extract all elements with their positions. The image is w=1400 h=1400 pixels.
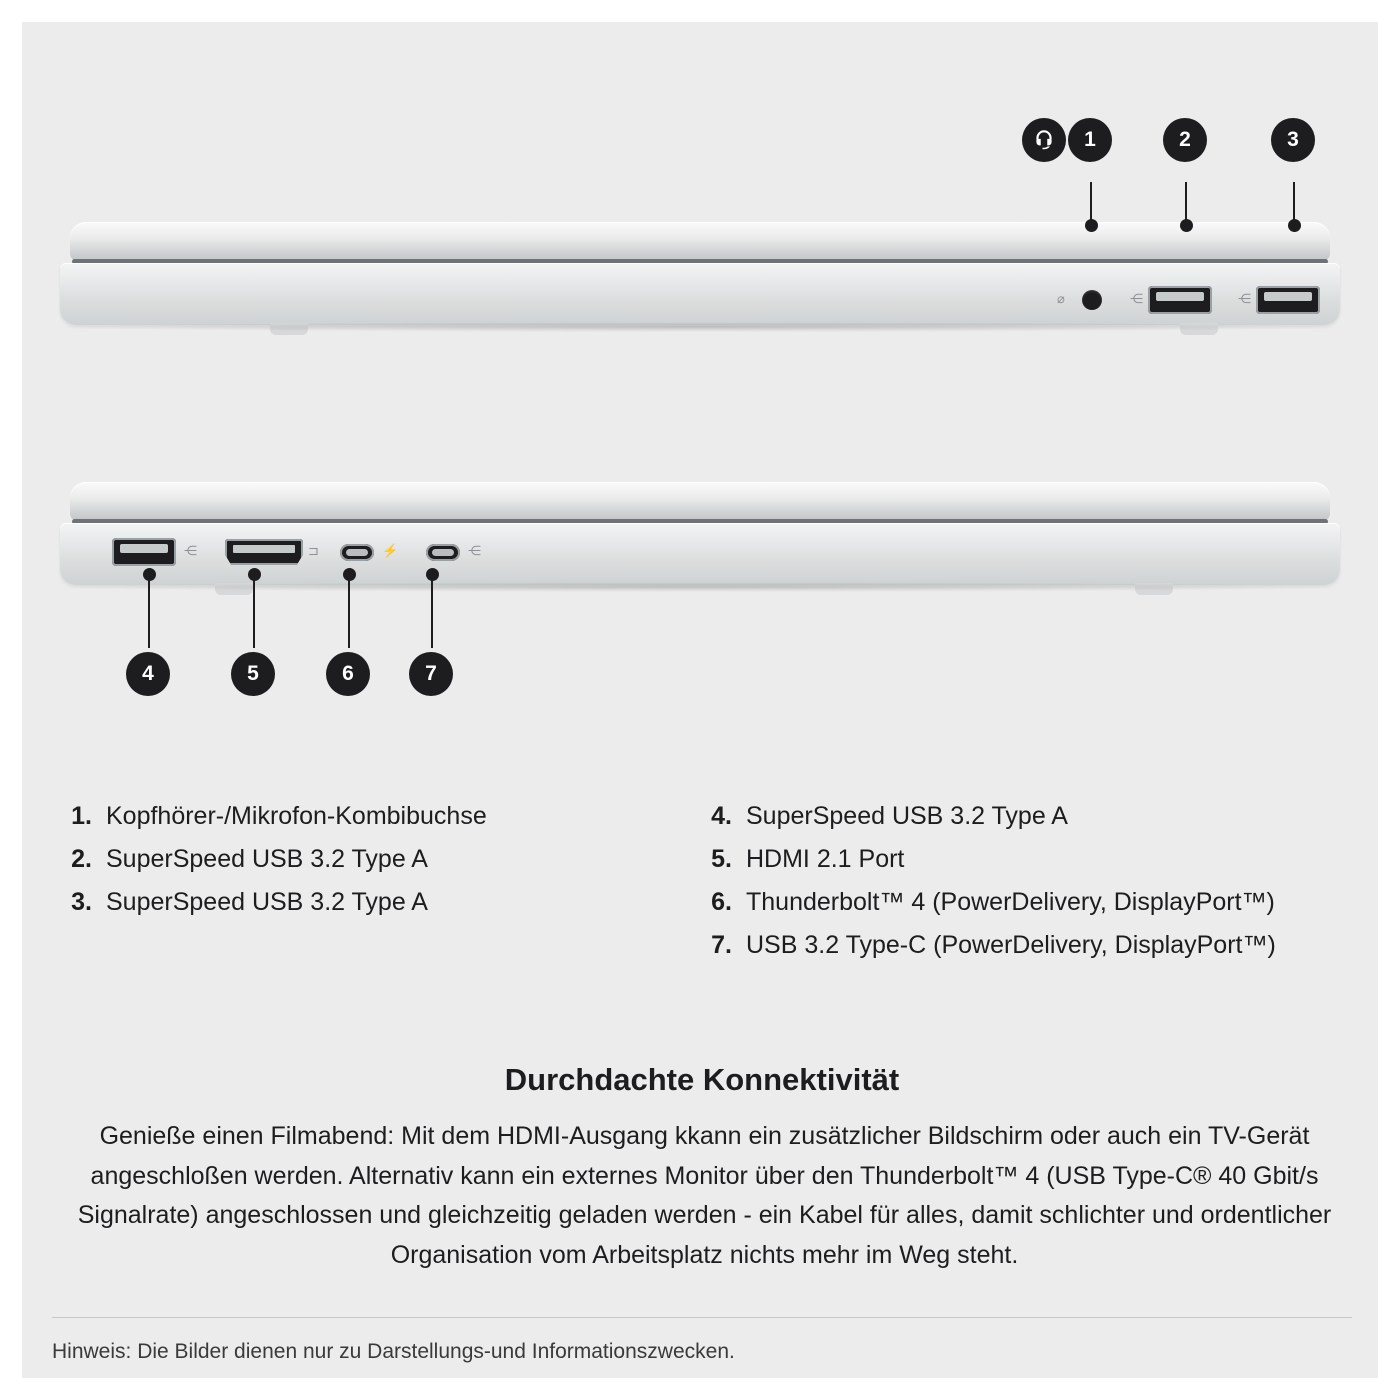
callout-badge-7: 7 xyxy=(409,652,453,696)
legend-label: SuperSpeed USB 3.2 Type A xyxy=(106,845,428,873)
legend-column-right xyxy=(692,802,1312,974)
legend-label: Kopfhörer-/Mikrofon-Kombibuchse xyxy=(106,802,487,830)
callout-badge-5: 5 xyxy=(231,652,275,696)
headset-icon xyxy=(1022,118,1066,162)
laptop-lid xyxy=(70,222,1330,260)
hdmi-port xyxy=(225,539,303,565)
thunderbolt-icon: ⚡ xyxy=(382,543,399,558)
legend-item xyxy=(692,888,1312,917)
callout-badge-3: 3 xyxy=(1271,118,1315,162)
callout-badge-4: 4 xyxy=(126,652,170,696)
laptop-left-side-view xyxy=(50,482,1350,612)
illustration-canvas xyxy=(22,22,1378,1378)
callout-line-2 xyxy=(1185,182,1187,222)
laptop-lid xyxy=(70,482,1330,520)
callout-line-1 xyxy=(1090,182,1092,222)
legend-label: SuperSpeed USB 3.2 Type A xyxy=(746,802,1068,830)
legend-number: 2. xyxy=(71,845,92,873)
usb-icon: ⋲ xyxy=(184,543,197,558)
usb-c-port xyxy=(426,544,460,561)
legend-item xyxy=(52,802,672,831)
headphone-jack-icon: ⌀ xyxy=(1057,291,1065,306)
laptop-shadow xyxy=(60,322,1340,332)
legend-label: Thunderbolt™ 4 (PowerDelivery, DisplayPort™) xyxy=(746,888,1275,916)
callout-badge-6: 6 xyxy=(326,652,370,696)
callout-line-5 xyxy=(253,578,255,648)
legend-item xyxy=(692,802,1312,831)
callout-line-4 xyxy=(148,578,150,648)
callout-badge-1: 1 xyxy=(1068,118,1112,162)
legend-number: 1. xyxy=(71,802,92,830)
legend-item xyxy=(692,845,1312,874)
legend-item xyxy=(692,931,1312,960)
footnote: Hinweis: Die Bilder dienen nur zu Darstellungs-und Informationszwecken. xyxy=(52,1340,735,1363)
legend-label: USB 3.2 Type-C (PowerDelivery, DisplayPort™) xyxy=(746,931,1276,959)
callout-badge-2: 2 xyxy=(1163,118,1207,162)
callout-line-6 xyxy=(348,578,350,648)
divider xyxy=(52,1317,1352,1318)
legend-number: 4. xyxy=(711,802,732,830)
usb-c-icon: ⋲ xyxy=(468,543,481,558)
legend-item xyxy=(52,888,672,917)
legend-label: SuperSpeed USB 3.2 Type A xyxy=(106,888,428,916)
laptop-shadow xyxy=(60,582,1340,592)
legend-item xyxy=(52,845,672,874)
callout-line-3 xyxy=(1293,182,1295,222)
legend-label: HDMI 2.1 Port xyxy=(746,845,905,873)
usb-a-port-3 xyxy=(1256,286,1320,314)
legend-number: 7. xyxy=(711,931,732,959)
laptop-right-side-view xyxy=(50,222,1350,352)
legend-number: 6. xyxy=(711,888,732,916)
usb-icon: ⋲ xyxy=(1238,291,1251,306)
section-body: Genieße einen Filmabend: Mit dem HDMI-Ausgang kkann ein zusätzlicher Bildschirm oder auch ein TV-Gerät angeschloßen werden. Alternativ kann ein externes Monitor über den Thunderbolt™ 4 (USB Type-C® 40 Gbit/s Signalrate) angeschlossen und gleichzeitig geladen werden - ein Kabel für alles, damit schlichter und ordentlicher Organisation vom Arbeitsplatz nichts mehr im Weg steht. xyxy=(77,1122,1332,1269)
usb-a-port-4 xyxy=(112,538,176,566)
usb-icon: ⋲ xyxy=(1130,291,1143,306)
port-legend xyxy=(52,802,1352,974)
callout-line-7 xyxy=(431,578,433,648)
usb-a-port-2 xyxy=(1148,286,1212,314)
legend-number: 3. xyxy=(71,888,92,916)
headphone-jack-port xyxy=(1082,290,1102,310)
section-title: Durchdachte Konnektivität xyxy=(504,1062,900,1097)
legend-column-left xyxy=(52,802,672,974)
hdmi-icon: ⊐ xyxy=(308,543,319,558)
legend-number: 5. xyxy=(711,845,732,873)
thunderbolt-port xyxy=(340,544,374,561)
